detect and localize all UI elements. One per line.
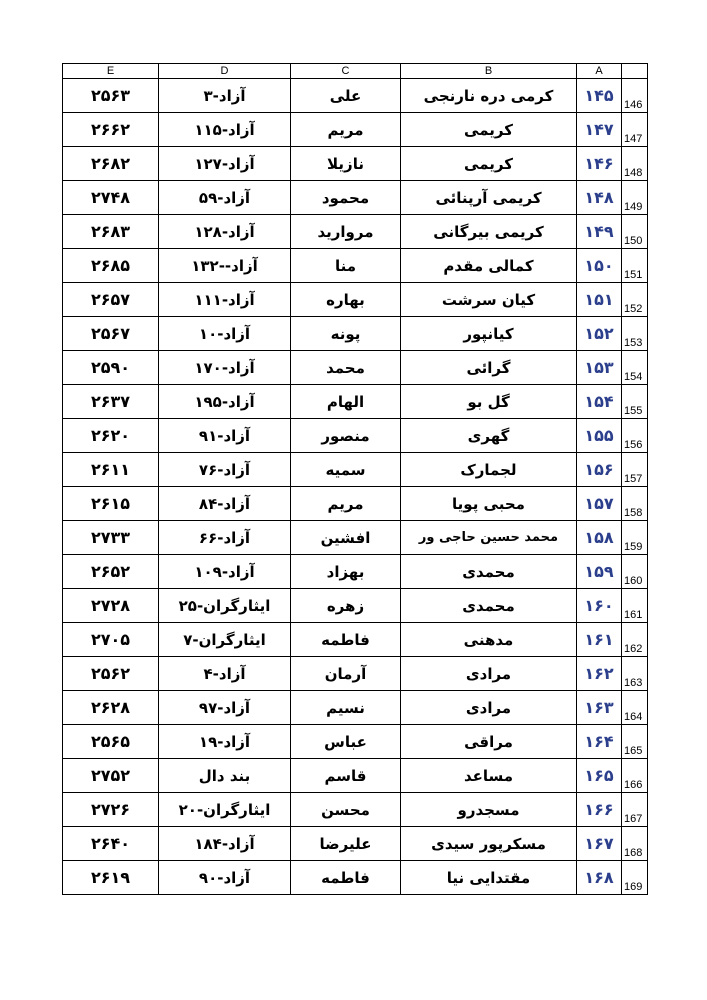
cell-d-address[interactable]: آزاد-۹۱ (159, 419, 291, 453)
cell-e-code[interactable]: ۲۷۲۸ (63, 589, 159, 623)
cell-e-code[interactable]: ۲۷۳۳ (63, 521, 159, 555)
cell-b-last-name[interactable]: کیان سرشت (401, 283, 577, 317)
cell-b-last-name[interactable]: مسجدرو (401, 793, 577, 827)
cell-e-code[interactable]: ۲۶۸۳ (63, 215, 159, 249)
table-row (63, 385, 648, 419)
row-index-label: 148 (622, 147, 648, 181)
cell-d-address[interactable]: آزاد-۷۶ (159, 453, 291, 487)
cell-b-last-name[interactable]: محمدی (401, 589, 577, 623)
cell-c-first-name[interactable]: مروارید (291, 215, 401, 249)
cell-d-address[interactable]: آزاد-۱۸۴ (159, 827, 291, 861)
cell-b-last-name[interactable]: گل بو (401, 385, 577, 419)
cell-c-first-name[interactable]: علی (291, 79, 401, 113)
table-row (63, 79, 648, 113)
cell-b-last-name[interactable]: محمد حسین حاجی ور (401, 521, 577, 555)
row-index-label: 154 (622, 351, 648, 385)
cell-e-code[interactable]: ۲۵۶۳ (63, 79, 159, 113)
cell-a-number[interactable]: ۱۵۳ (577, 351, 622, 385)
table-row (63, 657, 648, 691)
cell-b-last-name[interactable]: محبی پویا (401, 487, 577, 521)
cell-d-address[interactable]: آزاد-۹۷ (159, 691, 291, 725)
row-index-label: 164 (622, 691, 648, 725)
row-index-label: 160 (622, 555, 648, 589)
row-index-label: 167 (622, 793, 648, 827)
column-header-a[interactable]: A (577, 64, 622, 79)
cell-b-last-name[interactable]: لجمارک (401, 453, 577, 487)
cell-a-number[interactable]: ۱۶۴ (577, 725, 622, 759)
column-header-index (622, 64, 648, 79)
cell-e-code[interactable]: ۲۵۶۵ (63, 725, 159, 759)
cell-b-last-name[interactable]: کریمی (401, 147, 577, 181)
cell-e-code[interactable]: ۲۵۹۰ (63, 351, 159, 385)
cell-a-number[interactable]: ۱۶۸ (577, 861, 622, 895)
row-index-label: 169 (622, 861, 648, 895)
table-row (63, 793, 648, 827)
cell-e-code[interactable]: ۲۶۱۱ (63, 453, 159, 487)
cell-d-address[interactable]: آزاد-۱۱۵ (159, 113, 291, 147)
cell-c-first-name[interactable]: علیرضا (291, 827, 401, 861)
table-row (63, 351, 648, 385)
cell-a-number[interactable]: ۱۶۵ (577, 759, 622, 793)
cell-d-address[interactable]: آزاد-۴ (159, 657, 291, 691)
cell-a-number[interactable]: ۱۶۰ (577, 589, 622, 623)
cell-b-last-name[interactable]: مرادی (401, 691, 577, 725)
cell-e-code[interactable]: ۲۷۴۸ (63, 181, 159, 215)
row-index-label: 152 (622, 283, 648, 317)
cell-c-first-name[interactable]: فاطمه (291, 623, 401, 657)
table-row (63, 215, 648, 249)
cell-c-first-name[interactable]: منا (291, 249, 401, 283)
cell-c-first-name[interactable]: محسن (291, 793, 401, 827)
cell-b-last-name[interactable]: گهری (401, 419, 577, 453)
cell-a-number[interactable]: ۱۴۸ (577, 181, 622, 215)
cell-d-address[interactable]: آزاد-۱۲۸ (159, 215, 291, 249)
column-header-b[interactable]: B (401, 64, 577, 79)
cell-b-last-name[interactable]: گرائی (401, 351, 577, 385)
cell-e-code[interactable]: ۲۶۸۵ (63, 249, 159, 283)
cell-c-first-name[interactable]: زهره (291, 589, 401, 623)
cell-b-last-name[interactable]: محمدی (401, 555, 577, 589)
cell-d-address[interactable]: ایثارگران-۷ (159, 623, 291, 657)
row-index-label: 149 (622, 181, 648, 215)
cell-a-number[interactable]: ۱۴۶ (577, 147, 622, 181)
cell-a-number[interactable]: ۱۵۸ (577, 521, 622, 555)
table-row (63, 623, 648, 657)
row-index-label: 168 (622, 827, 648, 861)
cell-e-code[interactable]: ۲۶۳۷ (63, 385, 159, 419)
cell-c-first-name[interactable]: نازیلا (291, 147, 401, 181)
cell-e-code[interactable]: ۲۶۴۰ (63, 827, 159, 861)
cell-d-address[interactable]: آزاد-۱۹۵ (159, 385, 291, 419)
cell-e-code[interactable]: ۲۷۰۵ (63, 623, 159, 657)
cell-a-number[interactable]: ۱۴۵ (577, 79, 622, 113)
column-header-row (63, 64, 648, 79)
table-row (63, 861, 648, 895)
cell-b-last-name[interactable]: مسکرپور سیدی (401, 827, 577, 861)
row-index-label: 155 (622, 385, 648, 419)
row-index-label: 153 (622, 317, 648, 351)
cell-e-code[interactable]: ۲۷۵۲ (63, 759, 159, 793)
row-index-label: 150 (622, 215, 648, 249)
cell-e-code[interactable]: ۲۶۲۰ (63, 419, 159, 453)
cell-a-number[interactable]: ۱۶۱ (577, 623, 622, 657)
table-row (63, 759, 648, 793)
table-row (63, 453, 648, 487)
table-row (63, 317, 648, 351)
cell-d-address[interactable]: آزاد-۹۰ (159, 861, 291, 895)
cell-c-first-name[interactable]: منصور (291, 419, 401, 453)
cell-d-address[interactable]: آزاد-۵۹ (159, 181, 291, 215)
table-row (63, 555, 648, 589)
table-row (63, 283, 648, 317)
row-index-label: 162 (622, 623, 648, 657)
cell-b-last-name[interactable]: مرادی (401, 657, 577, 691)
cell-c-first-name[interactable]: افشین (291, 521, 401, 555)
table-row (63, 147, 648, 181)
cell-e-code[interactable]: ۲۵۶۷ (63, 317, 159, 351)
cell-b-last-name[interactable]: کیانپور (401, 317, 577, 351)
table-row (63, 419, 648, 453)
cell-d-address[interactable]: آزاد-۱۲۷ (159, 147, 291, 181)
cell-c-first-name[interactable]: قاسم (291, 759, 401, 793)
table-row (63, 487, 648, 521)
cell-e-code[interactable]: ۲۶۲۸ (63, 691, 159, 725)
table-row (63, 521, 648, 555)
row-index-label: 146 (622, 79, 648, 113)
table-row (63, 589, 648, 623)
table-row (63, 725, 648, 759)
cell-d-address[interactable]: ایثارگران-۲۰ (159, 793, 291, 827)
row-index-label: 165 (622, 725, 648, 759)
cell-d-address[interactable]: آزاد--۱۳۲ (159, 249, 291, 283)
cell-d-address[interactable]: آزاد-۱۷۰ (159, 351, 291, 385)
row-index-label: 161 (622, 589, 648, 623)
spreadsheet-body (63, 64, 648, 895)
cell-e-code[interactable]: ۲۶۵۷ (63, 283, 159, 317)
table-row (63, 827, 648, 861)
cell-a-number[interactable]: ۱۶۲ (577, 657, 622, 691)
cell-b-last-name[interactable]: مدهنی (401, 623, 577, 657)
row-index-label: 156 (622, 419, 648, 453)
cell-c-first-name[interactable]: فاطمه (291, 861, 401, 895)
cell-d-address[interactable]: ایثارگران-۲۵ (159, 589, 291, 623)
cell-a-number[interactable]: ۱۶۳ (577, 691, 622, 725)
row-index-label: 157 (622, 453, 648, 487)
cell-c-first-name[interactable]: مریم (291, 113, 401, 147)
cell-e-code[interactable]: ۲۶۵۲ (63, 555, 159, 589)
cell-a-number[interactable]: ۱۵۴ (577, 385, 622, 419)
cell-b-last-name[interactable]: مقتدایی نیا (401, 861, 577, 895)
cell-a-number[interactable]: ۱۵۹ (577, 555, 622, 589)
table-row (63, 113, 648, 147)
cell-d-address[interactable]: آزاد-۱۰ (159, 317, 291, 351)
row-index-label: 147 (622, 113, 648, 147)
cell-d-address[interactable]: بند دال (159, 759, 291, 793)
cell-a-number[interactable]: ۱۴۷ (577, 113, 622, 147)
table-row (63, 181, 648, 215)
cell-b-last-name[interactable]: کریمی (401, 113, 577, 147)
row-index-label: 158 (622, 487, 648, 521)
cell-a-number[interactable]: ۱۶۶ (577, 793, 622, 827)
table-row (63, 249, 648, 283)
cell-c-first-name[interactable]: محمود (291, 181, 401, 215)
cell-d-address[interactable]: آزاد-۱۰۹ (159, 555, 291, 589)
cell-d-address[interactable]: آزاد-۳ (159, 79, 291, 113)
cell-c-first-name[interactable]: پونه (291, 317, 401, 351)
column-header-c[interactable]: C (291, 64, 401, 79)
cell-d-address[interactable]: آزاد-۱۹ (159, 725, 291, 759)
cell-d-address[interactable]: آزاد-۱۱۱ (159, 283, 291, 317)
cell-a-number[interactable]: ۱۵۱ (577, 283, 622, 317)
cell-b-last-name[interactable]: کمالی مقدم (401, 249, 577, 283)
cell-b-last-name[interactable]: کریمی بیرگانی (401, 215, 577, 249)
cell-c-first-name[interactable]: سمیه (291, 453, 401, 487)
cell-d-address[interactable]: آزاد-۸۴ (159, 487, 291, 521)
cell-e-code[interactable]: ۲۷۲۶ (63, 793, 159, 827)
cell-a-number[interactable]: ۱۵۵ (577, 419, 622, 453)
cell-a-number[interactable]: ۱۴۹ (577, 215, 622, 249)
spreadsheet-table (62, 63, 648, 895)
cell-b-last-name[interactable]: مساعد (401, 759, 577, 793)
column-header-d[interactable]: D (159, 64, 291, 79)
cell-a-number[interactable]: ۱۵۶ (577, 453, 622, 487)
cell-c-first-name[interactable]: مریم (291, 487, 401, 521)
cell-a-number[interactable]: ۱۶۷ (577, 827, 622, 861)
cell-a-number[interactable]: ۱۵۰ (577, 249, 622, 283)
cell-c-first-name[interactable]: بهزاد (291, 555, 401, 589)
column-header-e[interactable]: E (63, 64, 159, 79)
cell-e-code[interactable]: ۲۶۱۵ (63, 487, 159, 521)
cell-c-first-name[interactable]: محمد (291, 351, 401, 385)
row-index-label: 159 (622, 521, 648, 555)
cell-c-first-name[interactable]: الهام (291, 385, 401, 419)
cell-e-code[interactable]: ۲۵۶۲ (63, 657, 159, 691)
cell-e-code[interactable]: ۲۶۸۲ (63, 147, 159, 181)
cell-e-code[interactable]: ۲۶۶۲ (63, 113, 159, 147)
cell-b-last-name[interactable]: کریمی آرپنائی (401, 181, 577, 215)
cell-c-first-name[interactable]: آرمان (291, 657, 401, 691)
cell-c-first-name[interactable]: بهاره (291, 283, 401, 317)
cell-a-number[interactable]: ۱۵۷ (577, 487, 622, 521)
cell-c-first-name[interactable]: نسیم (291, 691, 401, 725)
cell-e-code[interactable]: ۲۶۱۹ (63, 861, 159, 895)
cell-d-address[interactable]: آزاد-۶۶ (159, 521, 291, 555)
cell-a-number[interactable]: ۱۵۲ (577, 317, 622, 351)
cell-c-first-name[interactable]: عباس (291, 725, 401, 759)
table-row (63, 691, 648, 725)
cell-b-last-name[interactable]: مراقی (401, 725, 577, 759)
row-index-label: 151 (622, 249, 648, 283)
row-index-label: 163 (622, 657, 648, 691)
row-index-label: 166 (622, 759, 648, 793)
cell-b-last-name[interactable]: کرمی دره نارنجی (401, 79, 577, 113)
